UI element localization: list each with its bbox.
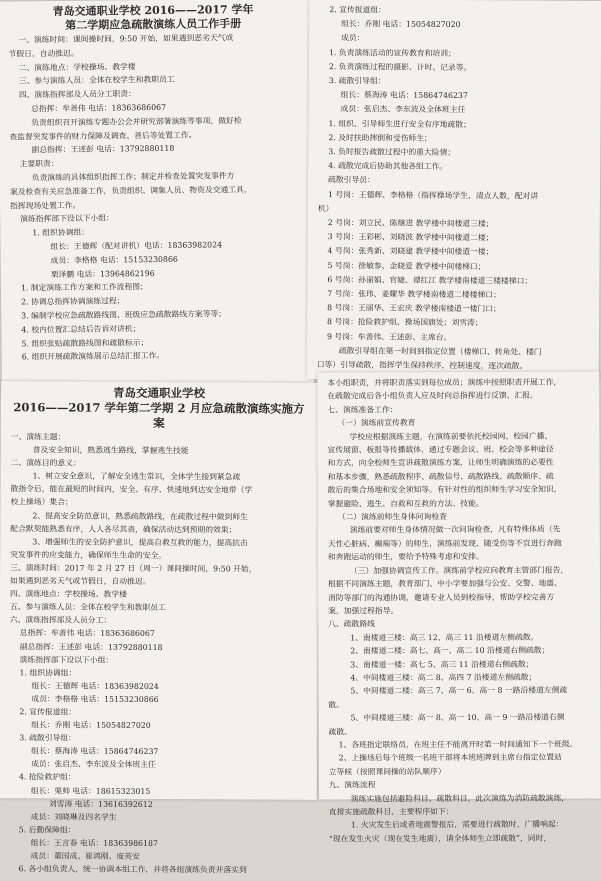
text-line: 组长：王言春 电话：18363986187 [30, 838, 158, 848]
text-line: 副总指挥：王述彭 电话：13792880118 [31, 144, 175, 155]
text-line: 2、提高安全防范意识，熟悉疏散路线，在疏散过程中做到师生 [32, 510, 248, 522]
text-line: 1、各班指定联络员，在班主任不能离开时第一时间通知下一个班级。 [338, 739, 578, 750]
text-line: 2. 宣传报道组： [329, 5, 386, 15]
text-line: 疏散引导组在第一时间到指定位置（楼梯口、转角处、楼门 [338, 346, 542, 357]
text-line: 2. 协调总指挥协调演练过程； [21, 296, 125, 307]
text-line: 组长：乔刚 电话：15054827020 [31, 720, 151, 731]
text-line: 和基本步骤，熟悉疏散程序、疏散信号、疏散路线、疏散顺序、疏 [327, 471, 554, 482]
text-line: 6 号岗：孙丽娟、官婕、谭红江 教学楼南楼道三楼楼梯口； [327, 274, 533, 286]
text-line: 本小组职责，并将职责落实到每位成员；演练中按照职责开展工作， [327, 377, 562, 388]
text-line: 四、演练地点：学校操场、教学楼 [9, 589, 127, 599]
text-line: 组长：蔡海涛 电话：15864746237 [340, 90, 468, 101]
text-line: 栗泽鹏 电话：13964862196 [50, 268, 155, 279]
text-line: 1. 负责演练活动的宣传教育和培训； [328, 47, 456, 58]
text-line: 一、演练时间：课间操时间，9:50 开始，如果遇到恶劣天气或 [18, 33, 234, 45]
text-line: 4. 校内位置汇总结后告诉对讲机； [21, 323, 141, 335]
text-line: 普及安全知识，熟悉逃生路线，掌握逃生技能 [32, 445, 189, 456]
handbook-page-top-right [307, 0, 601, 381]
text-line: 突发事件的应变能力，确保师生生命的安全。 [10, 550, 167, 560]
text-line: 演练指挥部下设以下小组： [20, 213, 114, 224]
text-line: 2. 宣传报道组： [19, 707, 77, 717]
text-line: 成员：李格格 电话：15153230866 [31, 694, 159, 704]
text-line: 3 号岗：王彩彬、刘晓波 教学楼中间楼道二楼； [327, 232, 494, 243]
text-line: 七、演练准备工作： [327, 405, 398, 415]
text-line: 2、南楼道二楼：高七、高一、高二 10 沿楼道右侧疏散； [350, 645, 550, 656]
text-line: 1、南楼道三楼：高三 12、高三 11 沿楼道左侧疏散。 [350, 632, 539, 643]
text-line: 五、参与演练人员：全体在校学生和教职员工 [9, 602, 166, 613]
text-line: 成员：刘晓琳及四名学生 [30, 812, 117, 822]
plan-body-continued [327, 376, 589, 846]
text-line: 口等）引导疏散，指挥学生保持秩序，控制速度，逐次疏散。 [316, 360, 528, 371]
handbook-body [8, 31, 301, 365]
text-line: 2. 及时扶助摔倒和受伤师生； [328, 132, 432, 143]
text-line: 5 号岗：徐敏参、金晓爱 教学楼中间楼梯口； [327, 260, 486, 271]
text-line: “现在发生火灾（现在发生地震），请全体师生立即疏散”，同时， [328, 833, 552, 844]
text-line: （三）加强协调宣传工作。演练前学校应向教育主管部门报告， [349, 565, 569, 576]
text-line: 4 号岗：张秀新、刘晓建 教学楼中间楼道一楼； [327, 246, 494, 257]
text-line: 演练前要对师生身体情况做一次问询检查，凡有特殊体质（先 [349, 525, 561, 535]
text-line: 天性心脏病、癫痫等）的师生，演练前发现、随受伤等不宜进行奔跑 [327, 538, 562, 549]
text-line: 负责组织召开演练专题办公会并研究部署演练等事项，做好检 [31, 115, 242, 128]
text-line: 消防等部门的沟通协调，邀请专业人员到校指导，帮助学校完善方 [328, 592, 555, 602]
text-line: （二）演练前师生身体问询检查 [337, 512, 447, 522]
text-line: 2. 负责演练过程的摄影、计时、记录等。 [328, 61, 472, 72]
text-line: 1、树立安全意识，了解安全逃生常识，全体学生接到紧急疏 [32, 471, 241, 482]
text-line: 三、演练时间：2017 年 2 月 27 日（周一）课间操时间，9:50 开始， [10, 563, 257, 574]
text-line: 和奔跑运动的师生，要给予特殊考虑和安排。 [327, 552, 484, 562]
text-line: 案及检查有关应急准备工作，负责组织、调集人员、物资及交通工具， [9, 184, 252, 197]
handbook-title-line2: 第二学期应急疏散演练人员工作手册 [65, 17, 242, 32]
text-line: 1. 火灾发生后或者地震警报后，需要进行疏散时，广播响起： [350, 820, 564, 830]
text-line: 节假日，自动推迟。 [8, 48, 79, 59]
text-line: 5. 后勤保障组： [18, 825, 76, 835]
text-line: 成员：董国成、崔鸿刚、庞英安 [30, 851, 140, 861]
text-line: 配合默契能熟悉有序，人人各尽其责，确保活动达到预期的效果； [10, 523, 237, 535]
text-line: 和方式，向全校师生宣讲疏散演练方案，让师生明确演练的必要性 [327, 458, 554, 468]
text-line: 组长：王德辉（配对讲机）电话：18363982024 [50, 240, 223, 252]
text-line: 成员：张启杰、李东波及全体班主任 [340, 104, 466, 115]
text-line: 八、疏散路线 [328, 619, 375, 629]
text-line: 3、南楼道一楼：高七 5、高三 11 沿楼道右侧疏散； [350, 659, 534, 669]
text-line: 6. 各小组负责人，统一协调本组工作，并将各组演练负责并落实到 [18, 864, 247, 875]
text-line: 9 号岗：牟善伟、王述彭、主席台。 [326, 331, 452, 342]
plan-page-bottom-left [0, 381, 319, 875]
text-line: 1. 组织、引导师生进行安全有序地疏散； [328, 118, 471, 129]
text-line: 1. 组织协调组： [32, 227, 90, 238]
text-line: 3. 疏散引导组： [328, 76, 386, 86]
text-line: 5、中间楼道二楼：高三 7、高一 6、高一 8 一路沿楼道左侧疏 [350, 685, 568, 696]
text-line: 三、参与演练人员：全体在校学生和教职员工 [18, 75, 175, 86]
text-line: 六、演练指挥部及人员分工： [9, 615, 112, 626]
text-line: 4、中间楼道三楼：高二 8、高四 7 沿楼道左侧疏散； [350, 672, 537, 683]
text-line: 二、演练目的意义： [10, 458, 81, 468]
text-line: 3. 编制学校应急疏散路线图、班级应急疏散路线方案等等； [21, 309, 227, 321]
text-line: 组长：王德辉 电话：18363982024 [31, 681, 159, 691]
text-line: 7 号岗：张玮、姜耀华 教学楼南楼道二楼楼梯口； [327, 289, 501, 300]
handbook-body-continued [317, 3, 590, 374]
text-line: 刘雪涛 电话：13616392612 [48, 799, 153, 809]
text-line: 3. 负时报告疏散过程中的重大险情； [328, 147, 456, 158]
text-line: 疏散。 [328, 726, 352, 737]
plan-title-line1: 青岛交通职业学校 [112, 385, 206, 401]
text-line: 散。 [328, 700, 345, 710]
text-line: 根据不同演练主题，教育部门、中小学要加强与公安、交警、地震、 [327, 578, 562, 589]
plan-body [9, 430, 307, 877]
text-line: 一、演练主题： [10, 432, 66, 442]
text-line: 查监督突发事件的财力保障及调查、善后等处置工作。 [9, 130, 197, 142]
text-line: 立等候（按照课间操的站队顺序） [328, 766, 446, 777]
text-line: 机） [317, 203, 334, 214]
text-line: 8 号岗：抢险救护组、操场国旗处；刘雪涛； [327, 317, 483, 328]
text-line: 5、中间楼道三楼：高一 8、高一 10、高一 9 一路沿楼道右侧 [350, 712, 565, 723]
text-line: 1 号岗：王德辉、李格格（指挥操场学生、清点人数，配对讲 [327, 189, 539, 201]
text-line: 总指挥：牟善伟 电话：18363686067 [31, 102, 167, 114]
plan-page-bottom-right [317, 372, 600, 844]
text-line: 负责演练的具体组织指挥工作；制定并检查处置突发事件方 [31, 171, 235, 183]
text-line: 3、增强师生的安全防护意识，提高自救互救的能力，提高抗击 [32, 537, 248, 548]
text-line: 二、演练地点：学校操场、教学楼 [18, 61, 136, 73]
text-line: 组长：乔刚 电话：15054827020 [341, 19, 461, 30]
text-line: 在疏散完成后各小组负责人应及时向总指挥进行反馈、汇报。 [327, 391, 538, 401]
text-line: 2、上操场后每个班级一名班干部将本班班牌到主席台指定位置站 [338, 753, 562, 763]
text-line: 演练指挥部下设以下小组： [19, 654, 114, 665]
text-line: 组长：栗帅 电话：18615323015 [30, 785, 151, 796]
text-line: 成员： [341, 33, 365, 43]
text-line: 3. 疏散引导组： [19, 733, 76, 743]
text-line: 副总指挥：王述彭 电话：13792880118 [19, 641, 163, 652]
text-line: 学校应根据演练主题，在演练前要依托校园网、校园广播、 [349, 431, 553, 442]
text-line: （一）演练前宣传教育 [337, 418, 416, 428]
text-line: 2 号岗：刘立民、陈继进 教学楼中间楼道三楼； [327, 218, 494, 229]
text-line: 成员：张启杰、李东波及全体班主任 [31, 759, 156, 770]
text-line: 1. 制定演练工作方案和工作流程图； [20, 282, 148, 293]
text-line: 6. 组织开展疏散演练展示总结汇报工作。 [21, 351, 165, 362]
text-line: 散指令后，能在最短的时间内，安全、有序、快速地到达安全地带（学 [10, 484, 253, 495]
handbook-title-line1: 青岛交通职业学校 2016——2017 学年 [52, 2, 254, 19]
text-line: 疏散引导员： [328, 175, 375, 185]
text-line: 主要职责： [19, 159, 59, 169]
text-line: 校上操场）集合； [10, 497, 73, 508]
text-line: 四、演练指挥部及人员分工职责： [18, 89, 136, 100]
text-line: 指挥现场处置工作。 [10, 200, 81, 211]
text-line: 宣传展窗、板报等传播载体，通过专题会议、班、校会等多种途径 [327, 444, 554, 455]
text-line: 总指挥：牟善伟 电话：18363686067 [19, 628, 155, 639]
text-line: 如果遇到恶劣天气或节假日，自动推迟。 [10, 576, 151, 586]
text-line: 演练实施包括避险科目、疏散科目，此次演练为消防疏散演练， [350, 793, 570, 803]
text-line: 案，加强过程指导。 [328, 606, 399, 616]
text-line: 掌握避险、逃生、自救和互救的方法、技能。 [327, 498, 484, 509]
text-line: 8 号岗：王丽华、王宏庆 教学楼南楼道一楼门口； [327, 303, 501, 314]
plan-title-line2: 2016——2017 学年第二学期 2 月应急疏散演练实施方案 [13, 400, 305, 431]
handbook-page-top-left [0, 0, 314, 397]
text-line: 组长：蔡海涛 电话：15864746237 [31, 746, 159, 757]
text-line: 直接实施疏散科目，主要程序如下： [328, 807, 454, 817]
text-line: 九、演练流程 [328, 780, 376, 790]
text-line: 成员：李格格 电话：15153230866 [50, 254, 178, 265]
text-line: 5. 组织张贴疏散路线图和疏散标示； [21, 337, 149, 348]
text-line: 4. 疏散完成后协助其他各组工作。 [328, 161, 448, 172]
text-line: 4. 抢险救护组： [18, 772, 76, 783]
text-line: 1. 组织协调组： [19, 667, 77, 678]
text-line: 散后的集合场地和安全须知等。有针对性的组织师生学习安全知识， [327, 484, 562, 495]
